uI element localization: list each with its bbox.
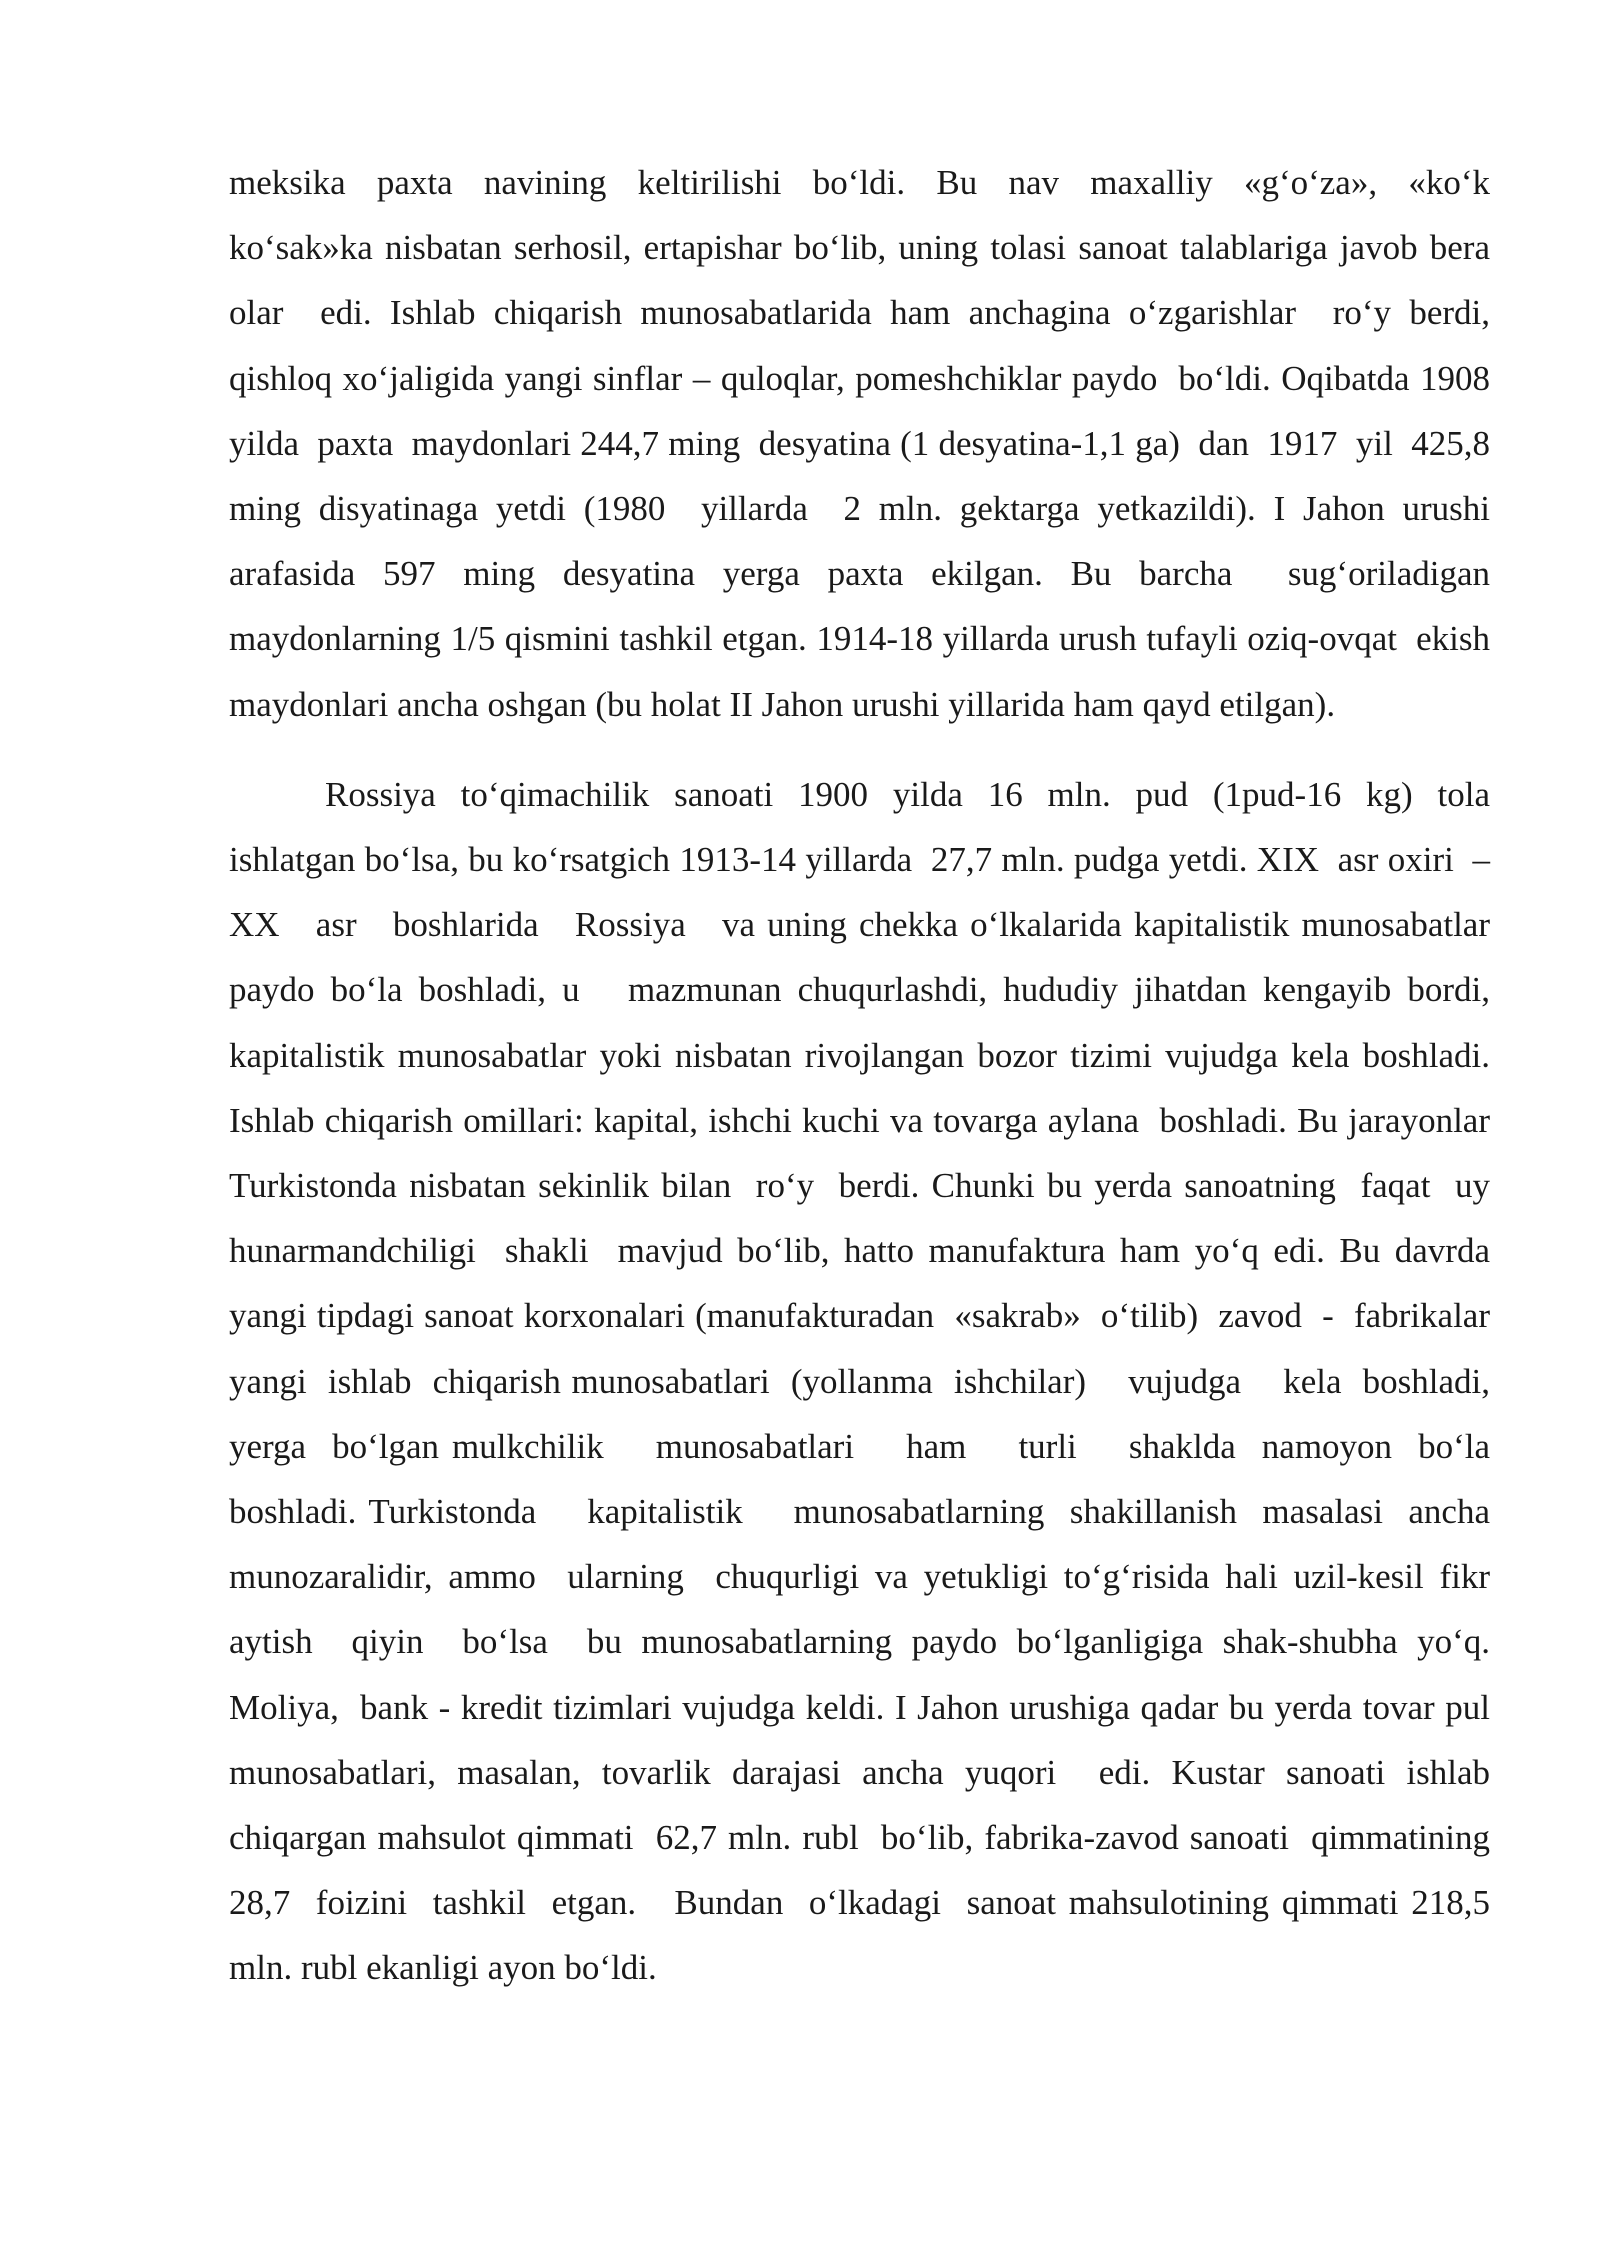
paragraph-textile-industry: Rossiya to‘qimachilik sanoati 1900 yilda 16 mln. pud (1pud-16 kg) tola ishlatgan bo‘lsa, bu ko‘rsatgich 1913-14 yillarda 27,7 mln. pudga yetdi. XIX asr oxiri – XX asr boshlarida Rossiya va uning chekka o‘lkalarida kapitalistik munosabatlar paydo bo‘la boshladi, u mazmunan chuqurlashdi, hududiy jihatdan kengayib bordi, kapitalistik munosabatlar yoki nisbatan rivojlangan bozor tizimi vujudga kela boshladi. Ishlab chiqarish omillari: kapital, ishchi kuchi va tovarga aylana boshladi. Bu jarayonlar Turkistonda nisbatan sekinlik bilan ro‘y berdi. Chunki bu yerda sanoatning faqat uy hunarmandchiligi shakli mavjud bo‘lib, hatto manufaktura ham yo‘q edi. Bu davrda yangi tipdagi sanoat korxonalari (manufakturadan «sakrab» o‘tilib) zavod - fabrikalar yangi ishlab chiqarish munosabatlari (yollanma ishchilar) vujudga kela boshladi, yerga bo‘lgan mulkchilik munosabatlari ham turli shaklda namoyon bo‘la boshladi. Turkistonda kapitalistik munosabatlarning shakillanish masalasi ancha munozaralidir, ammo ularning chuqurligi va yetukligi to‘g‘risida hali uzil-kesil fikr aytish qiyin bo‘lsa bu munosabatlarning paydo bo‘lganligiga shak-shubha yo‘q. Moliya, bank - kredit tizimlari vujudga keldi. I Jahon urushiga qadar bu yerda tovar pul munosabatlari, masalan, tovarlik darajasi ancha yuqori edi. Kustar sanoati ishlab chiqargan mahsulot qimmati 62,7 mln. rubl bo‘lib, fabrika-zavod sanoati qimmatining 28,7 foizini tashkil etgan. Bundan o‘lkadagi sanoat mahsulotining qimmati 218,5 mln. rubl ekanligi ayon bo‘ldi.	[229, 774, 1508, 1988]
paragraph-cotton-cultivation: meksika paxta navining keltirilishi bo‘ldi. Bu nav maxalliy «g‘o‘za», «ko‘k ko‘sak»ka nisbatan serhosil, ertapishar bo‘lib, uning tolasi sanoat talablariga javob bera olar edi. Ishlab chiqarish munosabatlarida ham anchagina o‘zgarishlar ro‘y berdi, qishloq xo‘jaligida yangi sinflar – quloqlar, pomeshchiklar paydo bo‘ldi. Oqibatda 1908 yilda paxta maydonlari 244,7 ming desyatina (1 desyatina-1,1 ga) dan 1917 yil 425,8 ming disyatinaga yetdi (1980 yillarda 2 mln. gektarga yetkazildi). I Jahon urushi arafasida 597 ming desyatina yerga paxta ekilgan. Bu barcha sug‘oriladigan maydonlarning 1/5 qismini tashkil etgan. 1914-18 yillarda urush tufayli oziq-ovqat ekish maydonlari ancha oshgan (bu holat II Jahon urushi yillarida ham qayd etilgan).	[229, 163, 1508, 724]
body-text	[229, 150, 1508, 2001]
